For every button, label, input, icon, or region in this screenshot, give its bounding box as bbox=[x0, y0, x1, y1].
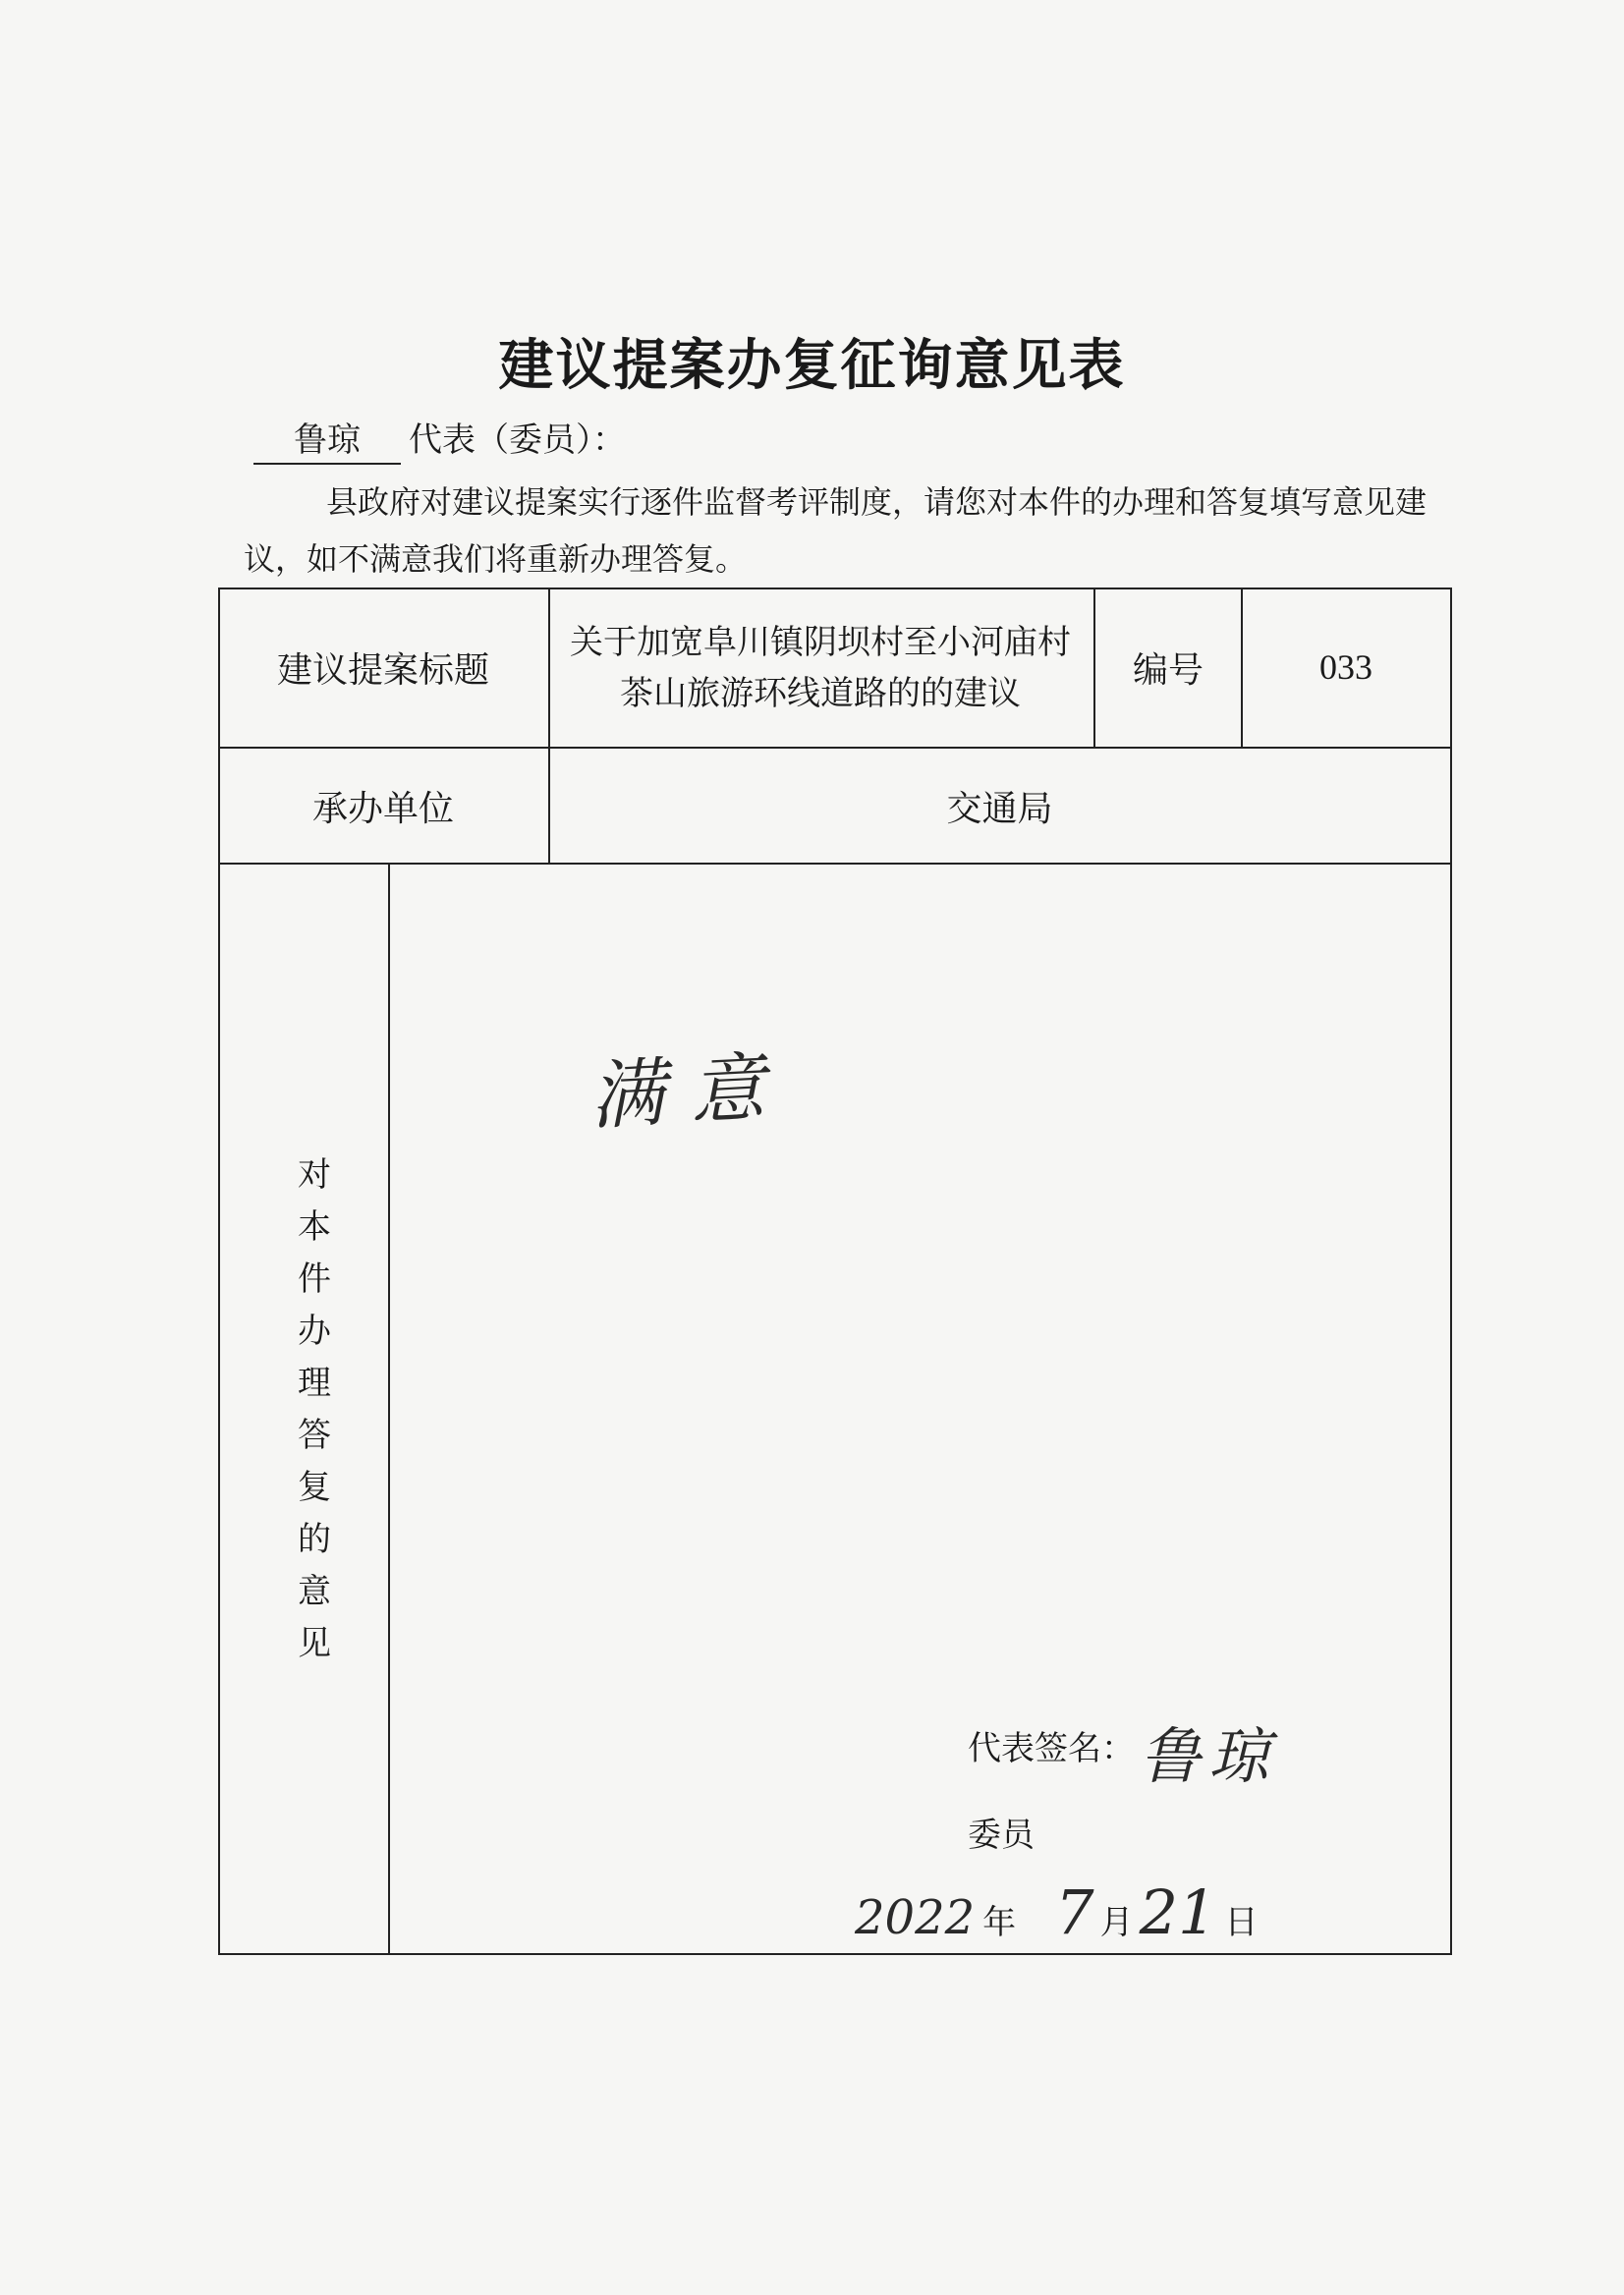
handling-unit-value: 交通局 bbox=[946, 788, 1053, 829]
opinion-label-char: 复 bbox=[298, 1468, 331, 1507]
opinion-label-char: 理 bbox=[298, 1364, 331, 1403]
date-month: 7 bbox=[1055, 1876, 1094, 1948]
signature-label: 代表签名： bbox=[968, 1729, 1135, 1768]
date-year: 2022 bbox=[855, 1890, 976, 1945]
opinion-label bbox=[280, 1149, 349, 1670]
salutation bbox=[253, 413, 626, 465]
date-month-unit: 月 bbox=[1099, 1903, 1134, 1942]
member-label: 委员 bbox=[968, 1816, 1035, 1855]
handwritten-signature: 鲁琼 bbox=[1140, 1720, 1278, 1792]
representative-name: 鲁琼 bbox=[253, 413, 401, 465]
column-divider bbox=[388, 863, 390, 1953]
number-label: 编号 bbox=[1132, 649, 1204, 691]
opinion-label-char: 本 bbox=[298, 1207, 331, 1247]
date-day-unit: 日 bbox=[1224, 1903, 1259, 1942]
opinion-label-char: 件 bbox=[298, 1259, 331, 1299]
row-divider bbox=[218, 863, 1450, 865]
number-value: 033 bbox=[1319, 647, 1372, 687]
opinion-label-char: 办 bbox=[298, 1312, 331, 1351]
date-line bbox=[855, 1876, 1259, 1948]
handwritten-opinion: 满意 bbox=[588, 1041, 793, 1141]
opinion-label-char: 答 bbox=[298, 1416, 331, 1455]
date-day: 21 bbox=[1139, 1876, 1217, 1948]
salutation-suffix: 代表（委员）： bbox=[409, 420, 626, 460]
handling-unit-label: 承办单位 bbox=[311, 788, 454, 829]
opinion-label-char: 见 bbox=[298, 1624, 331, 1663]
opinion-label-char: 意 bbox=[298, 1572, 331, 1611]
proposal-title-value: 关于加宽阜川镇阴坝村至小河庙村茶山旅游环线道路的的建议 bbox=[570, 623, 1071, 713]
proposal-title-label: 建议提案标题 bbox=[276, 649, 489, 691]
date-year-unit: 年 bbox=[982, 1903, 1017, 1942]
opinion-label-char: 的 bbox=[298, 1520, 331, 1559]
intro-paragraph: 县政府对建议提案实行逐件监督考评制度，请您对本件的办理和答复填写意见建议，如不满意我们将重新办理答复。 bbox=[244, 483, 1428, 578]
form-title: 建议提案办复征询意见表 bbox=[498, 334, 1126, 398]
opinion-label-char: 对 bbox=[298, 1155, 331, 1195]
